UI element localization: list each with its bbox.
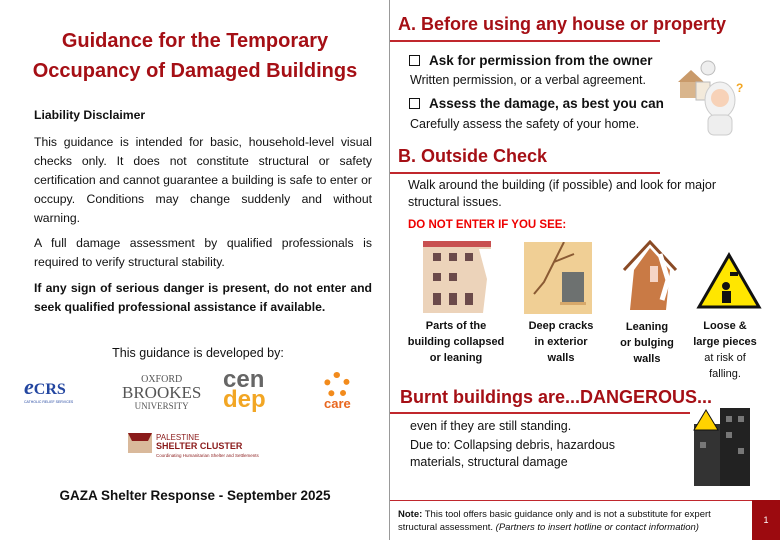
sign-caption-loose-pieces: Loose & large pieces at risk of falling. <box>693 320 757 380</box>
page-number: 1 <box>752 500 780 540</box>
section-a-heading: A. Before using any house or property <box>398 14 727 34</box>
burnt-underline <box>390 412 690 414</box>
developed-by-label: This guidance is developed by: <box>112 346 284 360</box>
svg-text:?: ? <box>736 81 744 95</box>
assessment-paragraph: A full damage assessment by qualified professionals is required to verify structural stability. <box>34 236 372 269</box>
wall-cracks-icon <box>524 242 592 314</box>
do-not-enter-warning: DO NOT ENTER IF YOU SEE: <box>408 219 567 231</box>
section-b-heading: B. Outside Check <box>398 146 548 166</box>
disclaimer-paragraph: This guidance is intended for basic, household-level visual checks only. It does not constitute structural or safety certification and cannot guarantee a building is safe to enter or occupy. Conditions may change suddenly and without warning. <box>34 135 372 225</box>
outside-check-text: Walk around the building (if possible) and look for major structural issues. <box>408 178 717 209</box>
sign-caption-leaning: Leaning or bulging walls <box>620 321 674 365</box>
care-logo: care <box>324 372 351 410</box>
checklist-item-assess: Assess the damage, as best you can <box>409 96 664 111</box>
cendep-logo: cen dep <box>223 366 266 413</box>
permission-detail: Written permission, or a verbal agreement. <box>410 73 646 87</box>
crs-logo: eCRS CATHOLIC RELIEF SERVICES <box>24 374 74 404</box>
assess-detail: Carefully assess the safety of your home. <box>410 117 640 131</box>
burnt-building-icon <box>690 402 756 488</box>
palestine-shelter-cluster-logo: PALESTINE SHELTER CLUSTER Coordinating Humanitarian Shelter and Settlements <box>128 433 259 460</box>
oxford-brookes-logo: OXFORD BROOKES UNIVERSITY <box>122 374 202 411</box>
page-title: Guidance for the Temporary Occupancy of Damaged Buildings <box>32 30 358 82</box>
burnt-buildings-heading: Burnt buildings are...DANGEROUS... <box>400 387 713 407</box>
section-a-underline <box>390 40 660 42</box>
section-b-underline <box>390 172 660 174</box>
collapsed-building-icon <box>421 239 493 313</box>
disclaimer-heading: Liability Disclaimer <box>34 108 146 122</box>
leaning-wall-icon <box>620 240 680 310</box>
checkbox-icon <box>409 98 420 109</box>
column-divider <box>389 0 390 540</box>
sign-caption-cracks: Deep cracks in exterior walls <box>528 320 594 364</box>
woman-with-house-illustration <box>678 60 744 136</box>
falling-hazard-warning-icon <box>696 252 762 310</box>
footer-note: Note: This tool offers basic guidance only and is not a substitute for expert structural assessment. (Partners to insert hotline or contact information) <box>398 509 711 533</box>
footer-title: GAZA Shelter Response - September 2025 <box>59 488 331 503</box>
danger-paragraph: If any sign of serious danger is present, do not enter and seek qualified professional assistance if available. <box>34 281 372 314</box>
footer-divider <box>390 500 752 501</box>
burnt-text-2: Due to: Collapsing debris, hazardous materials, structural damage <box>410 438 615 469</box>
burnt-text-1: even if they are still standing. <box>410 419 572 433</box>
checkbox-icon <box>409 55 420 66</box>
checklist-item-permission: Ask for permission from the owner <box>409 53 653 68</box>
sign-caption-collapsed: Parts of the building collapsed or leaning <box>407 320 505 364</box>
